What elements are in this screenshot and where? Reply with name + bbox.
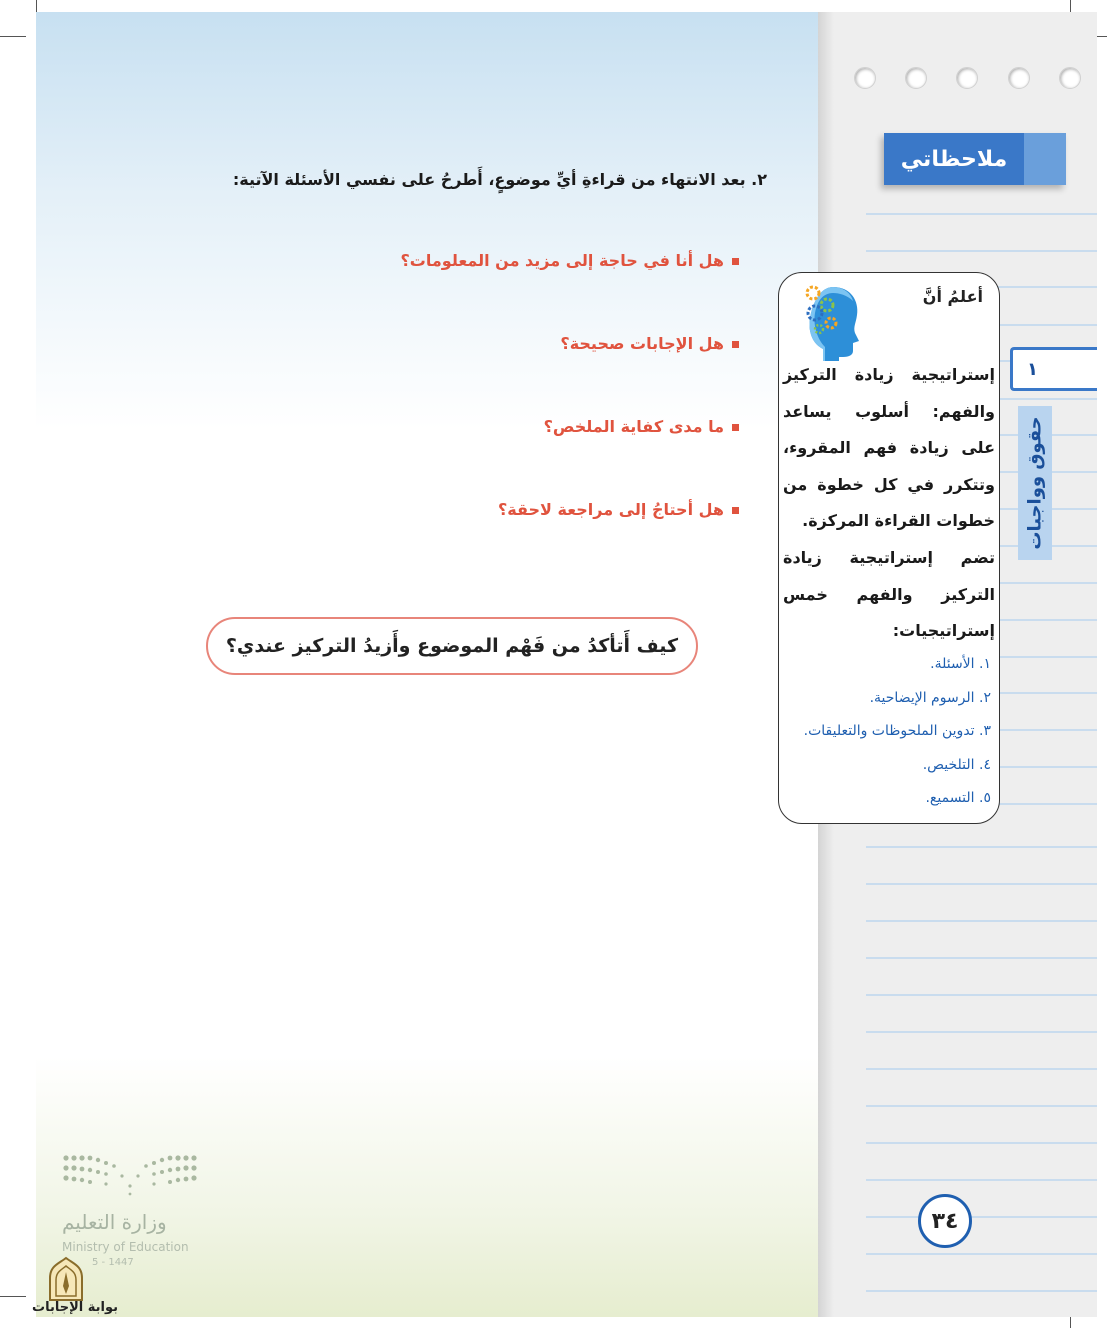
bullet-item [498, 500, 739, 519]
info-box-definition: إستراتيجية زيادة التركيز والفهم: أسلوب يساعد على زيادة فهم المقروء، وتتكرر في كل خطوة من خطوات القراءة المركزة. [783, 365, 995, 530]
strategy-item: ١. الأسئلة. [930, 656, 991, 672]
binder-hole [854, 67, 876, 89]
info-box-strategies-intro: تضم إستراتيجية زيادة التركيز والفهم خمس إستراتيجيات: [783, 548, 995, 640]
note-line [866, 1179, 1097, 1181]
notes-tab-label-box [884, 133, 1024, 185]
binder-hole [905, 67, 927, 89]
bullet-item [401, 251, 739, 270]
strategy-item: ٢. الرسوم الإيضاحية. [869, 689, 991, 706]
ministry-name-english: Ministry of Education [62, 1240, 189, 1254]
note-line [866, 1216, 1097, 1218]
crop-mark [0, 36, 26, 37]
question-heading: ٢. بعد الانتهاء من قراءةِ أيِّ موضوعٍ، أَطرحُ على نفسي الأسئلة الآتية: [232, 170, 767, 189]
did-you-know-box [778, 272, 1000, 824]
callout-question [206, 617, 698, 675]
page-number-badge [918, 1194, 972, 1248]
chapter-number-box [1010, 347, 1097, 391]
strategy-item: ٤. التلخيص. [922, 756, 991, 773]
note-line [866, 1290, 1097, 1292]
note-line [866, 920, 1097, 922]
note-line [866, 846, 1097, 848]
notes-tab [884, 133, 1066, 185]
note-line [866, 1142, 1097, 1144]
chapter-ribbon-text: حقوق وواجبات [1024, 416, 1046, 550]
portal-name: بوابة الإجابات [32, 1300, 118, 1315]
bullet-square-icon [732, 341, 739, 348]
note-line [866, 1031, 1097, 1033]
bullet-square-icon [732, 507, 739, 514]
strategies-list [804, 648, 991, 816]
note-line [866, 1253, 1097, 1255]
ministry-name-arabic: وزارة التعليم [62, 1210, 167, 1234]
bullet-text: هل أحتاجُ إلى مراجعة لاحقة؟ [498, 500, 724, 519]
bullet-square-icon [732, 258, 739, 265]
head-gears-icon [793, 279, 863, 361]
ministry-logo-icon [62, 1152, 198, 1202]
note-line [866, 994, 1097, 996]
note-line [866, 213, 1097, 215]
note-line [866, 957, 1097, 959]
page-number: ٣٤ [931, 1208, 959, 1234]
bullet-square-icon [732, 424, 739, 431]
binder-hole [1008, 67, 1030, 89]
ministry-year: 5 - 1447 [92, 1257, 134, 1268]
callout-text: كيف أَتأكدُ من فَهْم الموضوع وأَزيدُ التركيز عندي؟ [225, 635, 679, 657]
strategy-item: ٥. التسميع. [925, 790, 991, 806]
chapter-number: ١ [1027, 358, 1038, 380]
note-line [866, 1068, 1097, 1070]
binder-hole [956, 67, 978, 89]
strategy-item: ٣. تدوين الملحوظات والتعليقات. [803, 723, 991, 739]
bullet-text: هل الإجابات صحيحة؟ [560, 334, 724, 353]
bullet-text: هل أنا في حاجة إلى مزيد من المعلومات؟ [400, 251, 724, 270]
crop-mark [0, 1296, 26, 1297]
bullet-item [544, 417, 739, 436]
chapter-ribbon [1018, 406, 1052, 560]
portal-logo-icon [44, 1256, 88, 1302]
bullet-item [560, 334, 739, 353]
note-line [866, 1105, 1097, 1107]
notes-title: ملاحظاتي [900, 146, 1008, 172]
note-line [866, 250, 1097, 252]
binder-hole [1059, 67, 1081, 89]
info-box-title: أعلمُ أنَّ [922, 287, 983, 306]
bullet-text: ما مدى كفاية الملخص؟ [543, 417, 724, 436]
note-line [866, 883, 1097, 885]
